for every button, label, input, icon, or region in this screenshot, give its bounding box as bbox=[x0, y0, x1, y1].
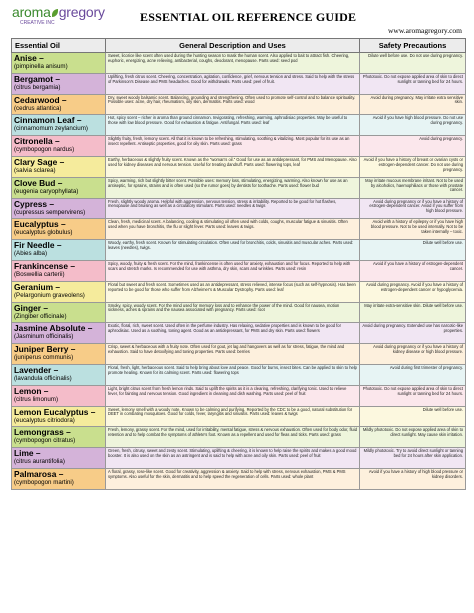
oil-cell bbox=[12, 73, 106, 94]
table-row bbox=[12, 406, 466, 427]
leaf-icon bbox=[52, 9, 58, 17]
brand-name-part2: gregory bbox=[58, 4, 105, 20]
page-header bbox=[12, 4, 464, 38]
oil-name-dash: – bbox=[74, 115, 82, 126]
oil-reference-table bbox=[11, 38, 466, 490]
table-row bbox=[12, 156, 466, 177]
table-row bbox=[12, 260, 466, 281]
oil-name-text: Geranium bbox=[14, 281, 54, 292]
oil-name bbox=[14, 54, 103, 63]
oil-cell bbox=[12, 281, 106, 302]
oil-name-dash: – bbox=[52, 136, 60, 147]
brand-name-part1: aroma bbox=[12, 4, 51, 20]
oil-precautions: Avoid if you have a history of breast or ovarian cysts or estrogen-dependent cancer. Do not use during pregnancy. bbox=[360, 156, 466, 177]
oil-name bbox=[14, 75, 103, 84]
oil-name-dash: – bbox=[41, 302, 48, 313]
oil-cell bbox=[12, 94, 106, 115]
oil-precautions: Mildly phototoxic. Do not expose applied area of skin to direct sunlight. May cause skin irritation. bbox=[360, 427, 466, 448]
oil-precautions: Mildly phototoxic. Try to avoid direct sunlight or tanning bed for 24 hours after skin application. bbox=[360, 448, 466, 469]
oil-name-text: Cinnamon Leaf bbox=[14, 115, 75, 126]
oil-precautions: Dilute well before use. bbox=[360, 406, 466, 427]
oil-table-body bbox=[12, 53, 466, 490]
oil-name-text: Palmarosa bbox=[14, 468, 57, 479]
table-row bbox=[12, 94, 466, 115]
oil-name-text: Lemongrass bbox=[14, 427, 64, 438]
oil-name bbox=[14, 304, 103, 313]
oil-precautions: Avoid with a history of epilepsy or if you have high blood pressure. Not to be used internally. Not to be taken internally – toxic. bbox=[360, 219, 466, 240]
oil-name-text: Frankincense bbox=[14, 260, 68, 271]
oil-name bbox=[14, 408, 103, 417]
oil-name bbox=[14, 283, 103, 292]
column-header-precautions: Safety Precautions bbox=[360, 39, 466, 53]
oil-description: Fresh, lemony, grassy scent. For the mind, used for irritability, mental fatigue, stress & nervous exhaustion. Often used for body odor, fluid retention and to help combat the symptoms of athlete's foot. Known as a repellent and used for fleas and ticks. Parts used: grass bbox=[106, 427, 360, 448]
oil-name-text: Cedarwood bbox=[14, 94, 60, 105]
oil-name-dash: – bbox=[85, 323, 93, 334]
oil-latin-name: (salvia sclarea) bbox=[14, 166, 56, 174]
oil-name-text: Clary Sage bbox=[14, 156, 58, 167]
table-row bbox=[12, 385, 466, 406]
oil-cell bbox=[12, 323, 106, 344]
oil-precautions: Dilute well before use. Do not use during pregnancy. bbox=[360, 53, 466, 74]
oil-name-dash: – bbox=[33, 448, 41, 459]
oil-precautions: Phototoxic. Do not expose applied area of skin to direct sunlight or tanning bed for 24 hours. bbox=[360, 73, 466, 94]
oil-description: Floral, fresh, light, herbaceous scent. Said to help bring about love and peace. Good for burns, insect bites. Can be applied to skin to help promote healing. Known for its calming scent. Parts used: flowering tops bbox=[106, 364, 360, 385]
table-header-row bbox=[12, 39, 466, 53]
oil-name-dash: – bbox=[54, 240, 62, 251]
oil-name-text: Lavender bbox=[14, 364, 52, 375]
oil-cell bbox=[12, 53, 106, 74]
oil-cell bbox=[12, 448, 106, 469]
oil-latin-name: (lavandula officinalis) bbox=[14, 374, 72, 382]
oil-name bbox=[14, 200, 103, 209]
oil-description: Slightly fruity, fresh, lemony scent. All that it is known to be refreshing, stimulating, soothing & vitalizing. Most popular for its use as an insect repellent. Antiseptic properties, good for oily skin. Parts used: grass bbox=[106, 136, 360, 157]
website-link[interactable]: www.aromagregory.com bbox=[387, 26, 462, 35]
oil-description: Dry, sweet woody balsamic scent. Balancing, grounding and strengthening. Often used to promote self-control and to balance spirituality. Possible uses: acne, dry hair, rheumatism, oily skin, dermatitis. Parts used: wood bbox=[106, 94, 360, 115]
oil-cell bbox=[12, 302, 106, 323]
oil-name bbox=[14, 470, 103, 479]
oil-name bbox=[14, 345, 103, 354]
oil-cell bbox=[12, 427, 106, 448]
oil-latin-name: (eugenia caryophyllata) bbox=[14, 187, 79, 195]
oil-name-dash: – bbox=[58, 219, 66, 230]
oil-latin-name: (Pelargonium graveolens) bbox=[14, 291, 85, 299]
oil-latin-name: (cedrus atlantica) bbox=[14, 104, 62, 112]
oil-latin-name: (Boswellia carterii) bbox=[14, 270, 65, 278]
oil-name-dash: – bbox=[57, 156, 65, 167]
oil-latin-name: (cinnamomum zeylancium) bbox=[14, 125, 88, 133]
oil-precautions: Avoid during first trimester of pregnancy. bbox=[360, 364, 466, 385]
table-row bbox=[12, 73, 466, 94]
oil-cell bbox=[12, 115, 106, 136]
oil-description: Earthy, herbaceous & slightly fruity scent. Known as the "woman's oil." Good for use as an antidepressant, for PMS and Menopause. Also used for kidney diseases and nervous tension. Useful for treating dandruff. Parts used: flowering tops, leaf bbox=[106, 156, 360, 177]
oil-name-dash: – bbox=[68, 260, 75, 271]
oil-latin-name: (citrus limonum) bbox=[14, 395, 59, 403]
oil-name-text: Juniper Berry bbox=[14, 344, 69, 355]
oil-name-dash: – bbox=[41, 385, 49, 396]
oil-cell bbox=[12, 364, 106, 385]
oil-name bbox=[14, 449, 103, 458]
oil-description: Uplifting, fresh citrus scent. Cheering, concentration, agitation, confidence, grief, nervous tension and stress. Said to help with the stress of Parkinson's Disease and PMS headaches. Good for withdrawals. Parts used: peel of fruit. bbox=[106, 73, 360, 94]
table-row bbox=[12, 53, 466, 74]
oil-precautions: May irritate mucous membrane irritant. Not to be used by alcoholics, haemophiliacs or those with prostate cancer. bbox=[360, 177, 466, 198]
oil-name-text: Ginger bbox=[14, 302, 41, 313]
oil-precautions: Avoid during pregnancy. Extended use has narcotic-like properties. bbox=[360, 323, 466, 344]
oil-name bbox=[14, 137, 103, 146]
oil-description: Sweet, licorice like scent often used during the hunting season to mask the human scent. Also applied to bait to attract fish. Cheering, euphoric, energizing, acne relieving, antibacterial, coughs, deodorant, menopause. Parts used: seed pod bbox=[106, 53, 360, 74]
oil-name-text: Bergamot bbox=[14, 73, 54, 84]
oil-name-dash: – bbox=[36, 53, 44, 63]
oil-latin-name: (pimpinella anisum) bbox=[14, 63, 68, 70]
oil-cell bbox=[12, 177, 106, 198]
oil-cell bbox=[12, 240, 106, 261]
oil-description: Floral but sweet and fresh scent. Sometimes used as an antidepressant, stress relieved, intense focus (such as self-hypnosis). Has been reported to be good for those who suffer from Alzheimer's & Muscular Dystrophy. Parts used: leaf bbox=[106, 281, 360, 302]
oil-name-text: Cypress bbox=[14, 198, 48, 209]
oil-cell bbox=[12, 468, 106, 489]
oil-precautions: Avoid during pregnancy or if you have a history of estrogen-dependent cancer. Avoid if you suffer from high blood pressure. bbox=[360, 198, 466, 219]
oil-name-text: Eucalyptus bbox=[14, 219, 59, 230]
oil-description: Crisp, sweet & herbaceous with a fruity note. Often used for gout, jet lag and hangovers as well as for stress, fatigue, the mind and exhaustion. Said to have detoxifying and toning properties. Parts used: berries bbox=[106, 344, 360, 365]
table-row bbox=[12, 136, 466, 157]
brand-tagline: CREATIVE INC bbox=[20, 20, 55, 26]
oil-description: Clean, fresh, medicinal scent. A balancing, cooling & stimulating oil often used with colds, coughs, muscular fatigue & sinusitis. Often used when you have bronchitis, the flu or slight fever. Parts used: leaves & twigs. bbox=[106, 219, 360, 240]
oil-name-text: Anise bbox=[14, 53, 37, 63]
oil-cell bbox=[12, 385, 106, 406]
oil-cell bbox=[12, 344, 106, 365]
oil-name bbox=[14, 116, 103, 125]
oil-precautions: Avoid during pregnancy. bbox=[360, 136, 466, 157]
oil-cell bbox=[12, 260, 106, 281]
oil-name bbox=[14, 220, 103, 229]
brand-logo bbox=[12, 4, 124, 34]
oil-precautions: Avoid during pregnancy. May irritate extra sensitive skin. bbox=[360, 94, 466, 115]
table-row bbox=[12, 115, 466, 136]
oil-name bbox=[14, 158, 103, 167]
oil-description: Light, bright citrus scent from fresh lemon rinds. Said to uplift the spirits as it is a clearing, refreshing, clarifying tonic. Used to relieve fever, for fainting and nervous tension. Good ingredient in cleaning and dish washing. Parts used: peel of fruit bbox=[106, 385, 360, 406]
oil-latin-name: (Jasminum officinalis) bbox=[14, 333, 74, 341]
oil-precautions: Phototoxic. Do not expose applied area of skin to direct sunlight or tanning bed for 24 hours. bbox=[360, 385, 466, 406]
oil-name bbox=[14, 387, 103, 396]
oil-name-dash: – bbox=[55, 177, 63, 188]
oil-name-dash: – bbox=[56, 468, 64, 479]
oil-cell bbox=[12, 198, 106, 219]
oil-cell bbox=[12, 136, 106, 157]
oil-precautions: Avoid if you have a history of high blood pressure or kidney disorders. bbox=[360, 468, 466, 489]
oil-cell bbox=[12, 406, 106, 427]
oil-name-dash: – bbox=[63, 427, 71, 438]
oil-name-dash: – bbox=[53, 73, 61, 84]
oil-description: Sweet, lemony smell with a woody note. Known to be calming and purifying. Reported by the CDC to be a good, natural substitution for DEET in combating mosquitoes. Good for colds, fever, laryngitis and sinusitis. Parts used: leaves & twigs bbox=[106, 406, 360, 427]
oil-latin-name: (cymbopogon citratus) bbox=[14, 437, 76, 445]
oil-name-dash: – bbox=[59, 94, 67, 105]
oil-description: Woody, earthy, fresh scent. Known for stimulating circulation. Often used for bronchitis, colds, sinusitis and muscular aches. Parts used: leaves (needles), twigs. bbox=[106, 240, 360, 261]
oil-latin-name: (citrus bergamia) bbox=[14, 83, 61, 91]
oil-precautions: May irritate extra-sensitive skin. Dilute well before use. bbox=[360, 302, 466, 323]
oil-cell bbox=[12, 156, 106, 177]
oil-name-text: Fir Needle bbox=[14, 240, 55, 251]
table-row bbox=[12, 468, 466, 489]
oil-name-text: Jasmine Absolute bbox=[14, 323, 86, 334]
oil-latin-name: (cymbopogon martini) bbox=[14, 478, 74, 486]
oil-latin-name: (juniperus communis) bbox=[14, 354, 74, 362]
oil-latin-name: (eucalyptus globulus) bbox=[14, 229, 73, 237]
oil-name bbox=[14, 179, 103, 188]
table-row bbox=[12, 364, 466, 385]
oil-cell bbox=[12, 219, 106, 240]
oil-name bbox=[14, 324, 103, 333]
oil-name-text: Lime bbox=[14, 448, 34, 459]
oil-name bbox=[14, 262, 103, 271]
oil-name bbox=[14, 241, 103, 250]
oil-description: Fresh, slightly woody aroma. Helpful with aggression, nervous tension, stress & irritability. Reported to be good for hot flashes, menopause and bruising as well as a circulatory stimulant. Parts used: needles & twigs bbox=[106, 198, 360, 219]
oil-name-text: Lemon Eucalyptus bbox=[14, 406, 89, 417]
oil-name bbox=[14, 96, 103, 105]
oil-precautions: Avoid if you have a history of estrogen-dependent cancer. bbox=[360, 260, 466, 281]
oil-description: Spicy, warming, rich but slightly bitter scent. Possible uses: memory loss, stimulating, energizing, warming. Also known for use as an antiseptic, for sprains, strains and is often used (so the rumor goes) by dentists for toothache. Parts used: flower bud bbox=[106, 177, 360, 198]
column-header-description: General Description and Uses bbox=[106, 39, 360, 53]
oil-name bbox=[14, 366, 103, 375]
page-title: ESSENTIAL OIL REFERENCE GUIDE bbox=[140, 10, 357, 24]
table-row bbox=[12, 427, 466, 448]
oil-name-dash: – bbox=[47, 198, 55, 209]
oil-name-dash: – bbox=[88, 406, 96, 417]
table-row bbox=[12, 302, 466, 323]
table-row bbox=[12, 219, 466, 240]
oil-description: Smoky, spicy, woody scent. For the mind used for memory loss and to enhance the power of the mind. Good for nausea, motion sickness, aches & sprains and the nausea associated with pregnancy. Parts used: root bbox=[106, 302, 360, 323]
oil-latin-name: (citrus aurantifolia) bbox=[14, 458, 65, 466]
oil-name-dash: – bbox=[51, 364, 59, 375]
oil-name-text: Citronella bbox=[14, 136, 53, 147]
oil-precautions: Avoid during pregnancy. Avoid if you have a history of estrogen-dependent cancer or hypoglycemia. bbox=[360, 281, 466, 302]
oil-latin-name: (cymbopogon nardus) bbox=[14, 146, 75, 154]
oil-latin-name: (Abies alba) bbox=[14, 250, 48, 258]
table-row bbox=[12, 177, 466, 198]
oil-precautions: Dilute well before use. bbox=[360, 240, 466, 261]
oil-name-dash: – bbox=[68, 344, 76, 355]
oil-latin-name: (eucalyptus citriodora) bbox=[14, 416, 75, 424]
oil-name-text: Lemon bbox=[14, 385, 42, 396]
oil-description: Green, fresh, citrusy, sweet and zesty scent. Stimulating, uplifting & cheering, it is known to help raise the spirits and makes a good mood booster. It is also used on the skin as an astringent and is said to help with acne and oily skin. Parts used: peel of fruit bbox=[106, 448, 360, 469]
table-row bbox=[12, 240, 466, 261]
table-row bbox=[12, 323, 466, 344]
oil-name-dash: – bbox=[53, 281, 61, 292]
table-row bbox=[12, 198, 466, 219]
column-header-oil: Essential Oil bbox=[12, 39, 106, 53]
table-row bbox=[12, 281, 466, 302]
oil-description: Hot, spicy scent – richer in aroma than ground cinnamon. Invigorating, refreshing, warming, aphrodisiac properties. May be useful to those with low blood pressure. Good for exhaustion & fatigue. Antifungal. Parts used: leaf bbox=[106, 115, 360, 136]
table-row bbox=[12, 448, 466, 469]
oil-latin-name: (Zingiber officinale) bbox=[14, 312, 67, 320]
oil-precautions: Avoid during pregnancy or if you have a history of kidney disease or high blood pressure. bbox=[360, 344, 466, 365]
oil-name bbox=[14, 428, 103, 437]
oil-latin-name: (cupressus sempervirens) bbox=[14, 208, 86, 216]
oil-name-text: Clove Bud bbox=[14, 177, 56, 188]
oil-precautions: Avoid if you have high blood pressure. Do not use during pregnancy. bbox=[360, 115, 466, 136]
oil-description: Spicy, woody, fruity & fresh scent. For the mind, frankincense is often used for anxiety, exhaustion and for focus. Reported to help with scars and stretch marks. Is recommended for use with asthma, dry skin, scars and wrinkles. Parts used: resin bbox=[106, 260, 360, 281]
oil-description: A floral, grassy, rose-like scent. Good for creativity, aggression & anxiety. Said to help with stress, nervous exhaustion, PMS & PMS symptoms. Also useful for the skin, dermatitis and to help speed the regeneration of cells. Parts used: whole plant bbox=[106, 468, 360, 489]
table-row bbox=[12, 344, 466, 365]
oil-description: Exotic, floral, rich, sweet scent. Used often in the perfume industry. Has relaxing, sedative properties and is known to be good for aphrodisiac. Used as a soothing, toning agent. Good as an antidepressant, for PMS and dry skin. Parts used: flowers bbox=[106, 323, 360, 344]
